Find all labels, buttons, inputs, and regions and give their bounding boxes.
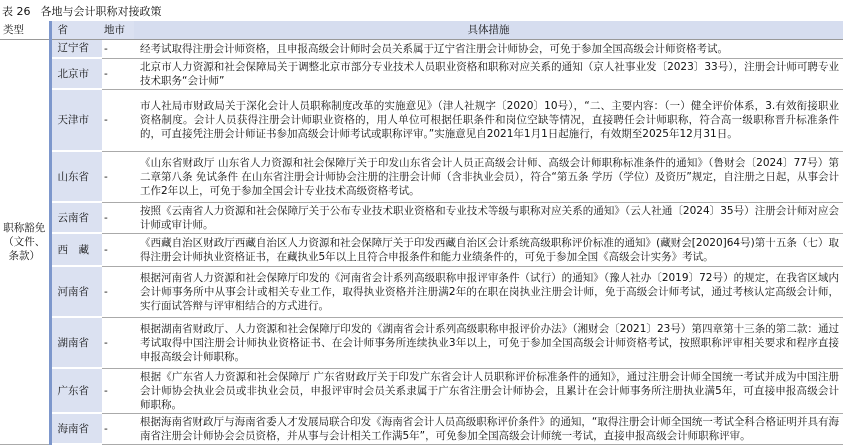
table-row <box>0 233 843 266</box>
table-row <box>0 89 843 151</box>
province-cell: 河南省 <box>50 266 102 317</box>
measure-cell: 北京市人力资源和社会保障局关于调整北京市部分专业技术人员职业资格和职称对应关系的通知（京人社事业发〔2023〕33号），注册会计师可聘专业技术职务“会计师” <box>140 60 839 87</box>
province-cell: 海南省 <box>50 413 102 444</box>
city-cell: - <box>102 39 134 58</box>
city-cell: - <box>102 151 134 202</box>
table-row <box>0 151 843 202</box>
province-cell: 广东省 <box>50 368 102 413</box>
table-row <box>0 317 843 368</box>
city-cell: - <box>102 58 134 89</box>
table-caption <box>2 4 172 20</box>
type-cell: 职称豁免（文件、条款） <box>0 39 50 444</box>
policy-table <box>0 21 843 445</box>
table-row <box>0 368 843 413</box>
province-cell: 云南省 <box>50 202 102 233</box>
table-row <box>0 58 843 89</box>
city-cell: - <box>102 266 134 317</box>
city-cell: - <box>102 202 134 233</box>
province-cell: 湖南省 <box>50 317 102 368</box>
table-number: 表 26 <box>2 5 31 18</box>
table-row <box>0 202 843 233</box>
measure-cell: 经考试取得注册会计师资格，且申报高级会计师时会员关系属于辽宁省注册会计师协会，可免于参加全国高级会计师资格考试。 <box>140 42 728 55</box>
measure-cell: 根据河南省人力资源和社会保障厅印发的《河南省会计系列高级职称申报评审条件（试行）的通知》（豫人社办〔2019〕72号）的规定，在我省区域内会计师事务所中从事会计或相关专业工作，取得执业资格并注册满2年的在职在岗执业注册会计师，免于高级会计师考试，通过考核认定高级会计师，实行面试答辩与评审相结合的方式进行。 <box>140 271 839 312</box>
measure-cell: 《西藏自治区财政厅西藏自治区人力资源和社会保障厅关于印发西藏自治区会计系统高级职称评价标准的通知》(藏财会[2020]64号)第十五条（七）取得注册会计师执业资格证书，在藏执业5年以上且符合申报条件和能力业绩条件的，可免于参加全国《高级会计实务》考试。 <box>140 236 839 263</box>
measure-cell: 根据《广东省人力资源和社会保障厅 广东省财政厅关于印发广东省会计人员职称评价标准条件的通知》，通过注册会计师全国统一考试并成为中国注册会计师协会执业会员或非执业会员，申报评审时会员关系隶属于广东省注册会计师协会，且累计在会计师事务所注册执业满5年，可直接申报高级会计师职称。 <box>140 370 839 411</box>
measure-cell: 按照《云南省人力资源和社会保障厅关于公布专业技术职业资格和专业技术等级与职称对应关系的通知》（云人社通〔2024〕35号）注册会计师对应会计师或审计师。 <box>140 204 839 231</box>
header-measure: 具体措施 <box>134 21 843 39</box>
header-province: 省 <box>50 21 102 39</box>
table-row <box>0 266 843 317</box>
city-cell: - <box>102 413 134 444</box>
measure-cell: 根据海南省财政厅与海南省委人才发展局联合印发《海南省会计人员高级职称评价条件》的通知，“取得注册会计师全国统一考试全科合格证明并具有海南省注册会计师协会会员资格，并从事与会计相关工作满5年”，可免参加全国高级会计师统一考试，直接申报高级会计师职称评审。 <box>140 415 839 442</box>
province-cell: 西 藏 <box>50 233 102 266</box>
province-cell: 山东省 <box>50 151 102 202</box>
measure-cell: 市人社局市财政局关于深化会计人员职称制度改革的实施意见》（津人社规字〔2020〕10号），“二、主要内容：（一）健全评价体系，3.有效衔接职业资格制度。会计人员获得注册会计师职业资格的，用人单位可根据任职条件和岗位空缺等情况，直接聘任会计师职称，符合高一级职称晋升标准条件的，可直接凭注册会计师证书参加高级会计师考试或职称评审。”实施意见自2021年1月1日起施行，有效期至2025年12月31日。 <box>140 100 839 140</box>
header-city: 地市 <box>102 21 134 39</box>
province-cell: 天津市 <box>50 89 102 151</box>
city-cell: - <box>102 89 134 151</box>
table-header-row <box>0 21 843 39</box>
table-row <box>0 413 843 444</box>
measure-cell: 根据湖南省财政厅、人力资源和社会保障厅印发的《湖南省会计系列高级职称申报评价办法》（湘财会〔2021〕23号）第四章第十三条的第二款：通过考试取得中国注册会计师执业资格证书、在会计师事务所连续执业3年以上，可免于参加全国高级会计师资格考试，按照职称评审相关要求和程序直接申报高级会计师职称。 <box>140 322 839 363</box>
table-title: 各地与会计职称对接政策 <box>40 5 162 18</box>
province-cell: 辽宁省 <box>50 39 102 58</box>
table-row <box>0 39 843 58</box>
province-cell: 北京市 <box>50 58 102 89</box>
city-cell: - <box>102 368 134 413</box>
header-type: 类型 <box>0 21 50 39</box>
city-cell: - <box>102 317 134 368</box>
city-cell: - <box>102 233 134 266</box>
measure-cell: 《山东省财政厅 山东省人力资源和社会保障厅关于印发山东省会计人员正高级会计师、高级会计师职称标准条件的通知》（鲁财会〔2024〕77号）第二章第八条 免试条件 在山东省注册会计师协会注册的注册会计师（含非执业会员），符合“第五条 学历（学位）及资历”规定，自注册之日起，从事会计工作2年以上，可免于参加全国会计专业技术高级资格考试。 <box>140 156 839 197</box>
